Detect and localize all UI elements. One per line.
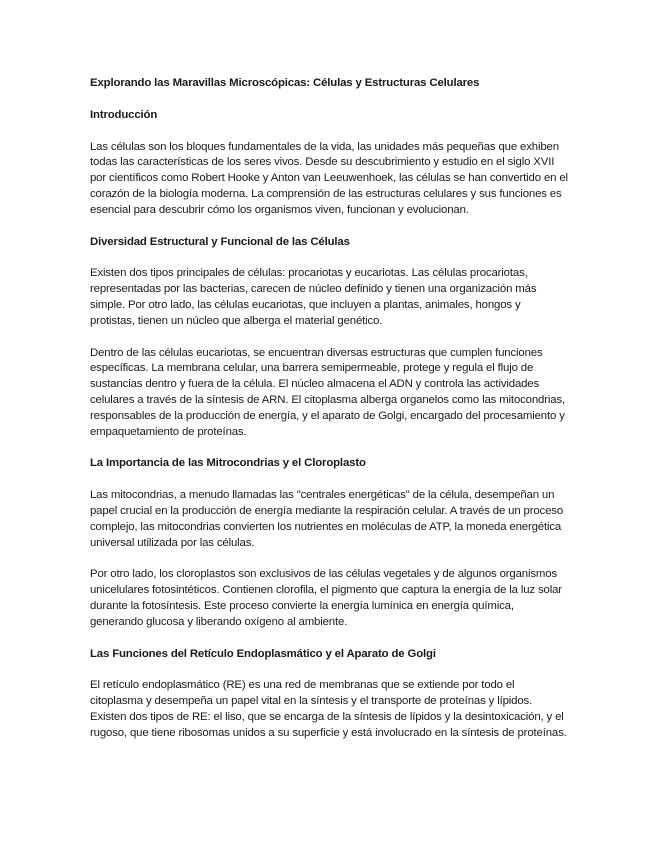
paragraph: Existen dos tipos principales de células: procariotas y eucariotas. Las células procariotas, representadas por las bacterias, carecen de núcleo definido y tienen una organización más simple. Por otro lado, las células eucariotas, que incluyen a plantas, animales, hongos y protistas, tienen un núcleo que alberga el material genético.: [90, 267, 537, 327]
paragraph: Las células son los bloques fundamentales de la vida, las unidades más pequeñas que exhiben todas las características de los seres vivos. Desde su descubrimiento y estudio en el siglo XVII por científicos como Robert Hooke y Anton van Leeuwenhoek, las células se han convertido en el corazón de la biología moderna. La comprensión de las estructuras celulares y sus funciones es esencial para descubrir cómo los organismos viven, funcionan y evolucionan.: [90, 140, 568, 216]
section-heading-mitocondrias: La Importancia de las Mitrocondrias y el Cloroplasto: [90, 457, 366, 470]
document-title: Explorando las Maravillas Microscópicas: Células y Estructuras Celulares: [90, 77, 480, 89]
paragraph: Dentro de las células eucariotas, se encuentran diversas estructuras que cumplen funciones específicas. La membrana celular, una barrera semipermeable, protege y regula el flujo de sustancias dentro y fuera de la célula. El núcleo almacena el ADN y controla las actividades celulares a través de la síntesis de ARN. El citoplasma alberga organelos como las mitocondrias, responsables de la producción de energía, y el aparato de Golgi, encargado del procesamiento y empaquetamiento de proteínas.: [90, 346, 566, 438]
section-heading-diversidad: Diversidad Estructural y Funcional de las Células: [90, 235, 350, 248]
section-heading-reticulo: Las Funciones del Retículo Endoplasmático y el Aparato de Golgi: [90, 647, 436, 660]
section-heading-introduccion: Introducción: [90, 108, 158, 121]
document-page: [90, 76, 568, 758]
paragraph: El retículo endoplasmático (RE) es una red de membranas que se extiende por todo el citoplasma y desempeña un papel vital en la síntesis y el transporte de proteínas y lípidos. Existen dos tipos de RE: el liso, que se encarga de la síntesis de lípidos y la desintoxicación, y el rugoso, que tiene ribosomas unidos a su superficie y está involucrado en la síntesis de proteínas.: [90, 679, 567, 739]
paragraph: Por otro lado, los cloroplastos son exclusivos de las células vegetales y de algunos organismos unicelulares fotosintéticos. Contienen clorofila, el pigmento que captura la energía de la luz solar durante la fotosíntesis. Este proceso convierte la energía lumínica en energía química, generando glucosa y liberando oxígeno al ambiente.: [90, 568, 562, 628]
paragraph: Las mitocondrias, a menudo llamadas las "centrales energéticas" de la célula, desempeñan un papel crucial en la producción de energía mediante la respiración celular. A través de un proceso complejo, las mitocondrias convierten los nutrientes en moléculas de ATP, la moneda energética universal utilizada por las células.: [90, 489, 564, 549]
